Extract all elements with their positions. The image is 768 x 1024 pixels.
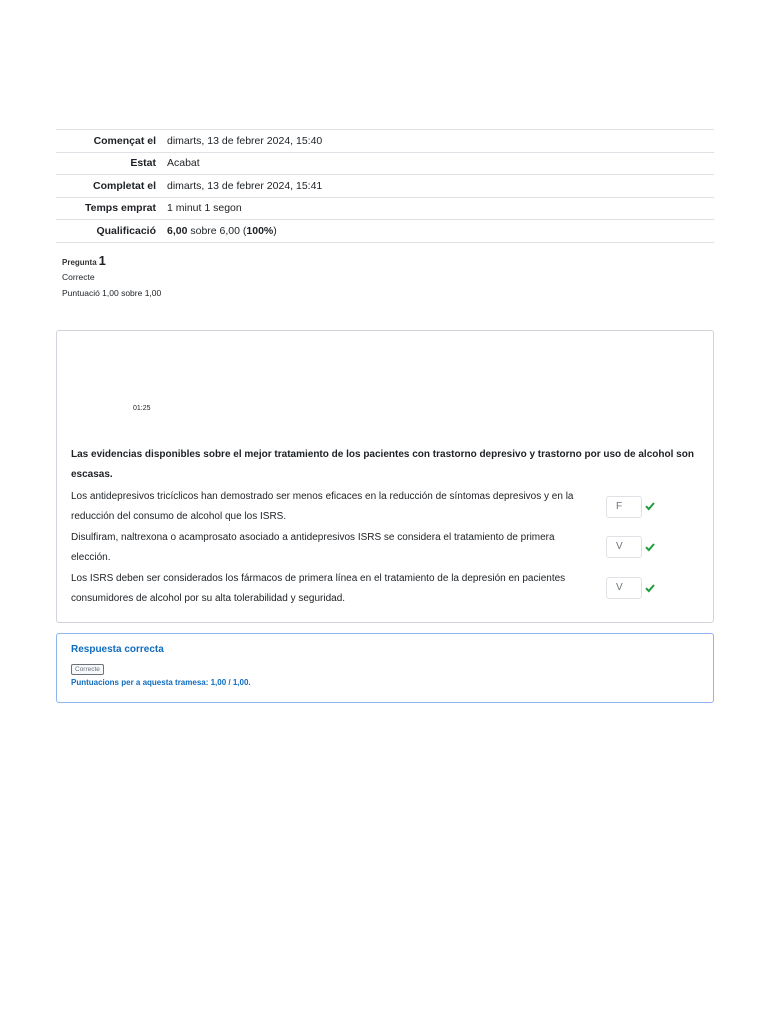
correct-check-icon — [645, 501, 655, 511]
summary-label: Començat el — [93, 134, 156, 147]
question-state: Correcte — [62, 272, 95, 282]
summary-label: Estat — [130, 157, 156, 170]
summary-row-grade — [56, 219, 714, 243]
summary-value — [167, 225, 277, 237]
question-number — [62, 254, 161, 267]
correct-badge: Correcte — [71, 664, 104, 675]
summary-row-started — [56, 129, 714, 152]
feedback-title: Respuesta correcta — [71, 644, 164, 655]
question-info — [62, 254, 161, 297]
answer-select[interactable]: V — [606, 577, 642, 599]
summary-value: dimarts, 13 de febrer 2024, 15:41 — [167, 179, 323, 192]
summary-value: dimarts, 13 de febrer 2024, 15:40 — [167, 134, 323, 147]
correct-check-icon — [645, 583, 655, 593]
question-card — [56, 330, 714, 623]
timer-label: 01:25 — [133, 405, 151, 412]
option-text: Los antidepresivos tricíclicos han demostrado ser menos eficaces en la reducción de síntomas depresivos y en la reducción del consumo de alcohol que los ISRS. — [71, 491, 574, 522]
summary-row-state — [56, 152, 714, 175]
question-number-value: 1 — [98, 253, 106, 268]
question-text: Las evidencias disponibles sobre el mejor tratamiento de los pacientes con trastorno depresivo y trastorno por uso de alcohol son escasas. — [71, 449, 694, 480]
answer-select[interactable]: F — [606, 496, 642, 518]
grade-percent: 100% — [246, 224, 274, 237]
submission-points: Puntuacions per a aquesta tramesa: 1,00 / 1,00. — [71, 678, 251, 687]
option-text: Disulfiram, naltrexona o acamprosato asociado a antidepresivos ISRS se considera el tratamiento de primera elección. — [71, 532, 555, 563]
feedback-box — [56, 633, 714, 703]
answer-select[interactable]: V — [606, 536, 642, 558]
grade-end: ) — [273, 224, 277, 237]
summary-label: Qualificació — [96, 224, 156, 237]
attempt-summary-table — [56, 129, 714, 243]
summary-row-time-taken — [56, 197, 714, 220]
grade-score: 6,00 — [167, 224, 188, 237]
summary-label: Temps emprat — [85, 202, 156, 215]
correct-check-icon — [645, 542, 655, 552]
question-grade: Puntuació 1,00 sobre 1,00 — [62, 287, 162, 298]
summary-label: Completat el — [92, 179, 156, 192]
summary-value: Acabat — [167, 157, 200, 170]
grade-mid: sobre 6,00 ( — [187, 224, 247, 237]
summary-row-completed — [56, 174, 714, 197]
option-text: Los ISRS deben ser considerados los fármacos de primera línea en el tratamiento de la depresión en pacientes consumidores de alcohol por su alta tolerabilidad y seguridad. — [71, 573, 566, 604]
question-number-label: Pregunta — [62, 258, 97, 267]
summary-value: 1 minut 1 segon — [167, 202, 242, 215]
